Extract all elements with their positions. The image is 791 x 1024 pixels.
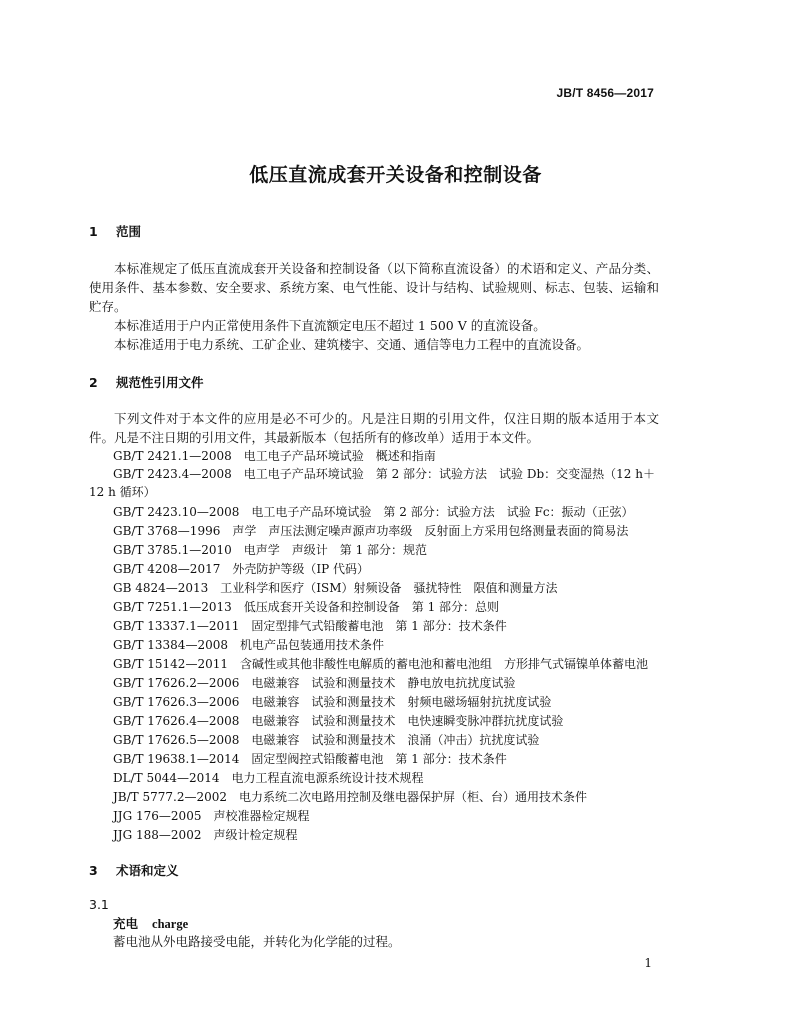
reference-item: GB/T 2423.4—2008 电工电子产品环境试验 第 2 部分：试验方法 试验 Db：交变湿热（12 h＋12 h 循环）: [89, 467, 655, 499]
reference-item: GB/T 2423.10—2008 电工电子产品环境试验 第 2 部分：试验方法 试验 Fc：振动（正弦）: [113, 505, 634, 519]
reference-item: GB/T 17626.4—2008 电磁兼容 试验和测量技术 电快速瞬变脉冲群抗扰度试验: [113, 714, 564, 728]
standard-number: JB/T 8456—2017: [556, 86, 654, 100]
term-english: charge: [152, 917, 189, 931]
section-heading-normative-refs: [89, 373, 204, 391]
reference-item: GB/T 13384—2008 机电产品包装通用技术条件: [113, 638, 384, 652]
section-title: 规范性引用文件: [116, 375, 204, 390]
section-heading-terms: [89, 861, 179, 879]
document-title: 低压直流成套开关设备和控制设备: [249, 164, 542, 186]
scope-paragraph: 本标准规定了低压直流成套开关设备和控制设备（以下简称直流设备）的术语和定义、产品分类、使用条件、基本参数、安全要求、系统方案、电气性能、设计与结构、试验规则、标志、包装、运输和贮存。: [89, 261, 659, 314]
reference-item: JJG 188—2002 声级计检定规程: [113, 828, 298, 842]
term-heading: [113, 914, 188, 932]
reference-item: GB/T 4208—2017 外壳防护等级（IP 代码）: [113, 562, 369, 576]
term-entry-number: 3.1: [89, 897, 109, 912]
reference-item: GB/T 17626.2—2006 电磁兼容 试验和测量技术 静电放电抗扰度试验: [113, 676, 516, 690]
section-heading-scope: [89, 222, 141, 240]
reference-item: GB/T 7251.1—2013 低压成套开关设备和控制设备 第 1 部分：总则: [113, 600, 500, 614]
section-title: 范围: [116, 224, 142, 239]
term-chinese: 充电: [113, 916, 139, 931]
refs-intro-paragraph: 下列文件对于本文件的应用是必不可少的。凡是注日期的引用文件，仅注日期的版本适用于本文件。凡是不注日期的引用文件，其最新版本（包括所有的修改单）适用于本文件。: [89, 411, 659, 445]
section-number: 1: [89, 224, 98, 239]
reference-item: GB/T 19638.1—2014 固定型阀控式铅酸蓄电池 第 1 部分：技术条件: [113, 752, 507, 766]
section-title: 术语和定义: [116, 863, 179, 878]
reference-item: GB/T 15142—2011 含碱性或其他非酸性电解质的蓄电池和蓄电池组 方形排气式镉镍单体蓄电池: [113, 657, 648, 671]
page-number: 1: [644, 956, 652, 970]
reference-item: GB/T 17626.5—2008 电磁兼容 试验和测量技术 浪涌（冲击）抗扰度试验: [113, 733, 540, 747]
scope-paragraph: 本标准适用于户内正常使用条件下直流额定电压不超过 1 500 V 的直流设备。: [114, 318, 546, 333]
reference-item: GB/T 3785.1—2010 电声学 声级计 第 1 部分：规范: [113, 543, 428, 557]
reference-item: GB/T 2421.1—2008 电工电子产品环境试验 概述和指南: [113, 449, 436, 463]
reference-item: GB/T 3768—1996 声学 声压法测定噪声源声功率级 反射面上方采用包络测量表面的简易法: [113, 524, 629, 538]
reference-item: JJG 176—2005 声校准器检定规程: [113, 809, 310, 823]
reference-item: GB 4824—2013 工业科学和医疗（ISM）射频设备 骚扰特性 限值和测量方法: [113, 581, 558, 595]
term-definition: 蓄电池从外电路接受电能，并转化为化学能的过程。: [113, 934, 401, 949]
scope-paragraph: 本标准适用于电力系统、工矿企业、建筑楼宇、交通、通信等电力工程中的直流设备。: [114, 337, 590, 352]
reference-item: GB/T 13337.1—2011 固定型排气式铅酸蓄电池 第 1 部分：技术条件: [113, 619, 507, 633]
reference-item: JB/T 5777.2—2002 电力系统二次电路用控制及继电器保护屏（柜、台）通用技术条件: [113, 790, 588, 804]
reference-item: DL/T 5044—2014 电力工程直流电源系统设计技术规程: [113, 771, 424, 785]
section-number: 2: [89, 375, 98, 390]
section-number: 3: [89, 863, 98, 878]
reference-item: GB/T 17626.3—2006 电磁兼容 试验和测量技术 射频电磁场辐射抗扰度试验: [113, 695, 552, 709]
